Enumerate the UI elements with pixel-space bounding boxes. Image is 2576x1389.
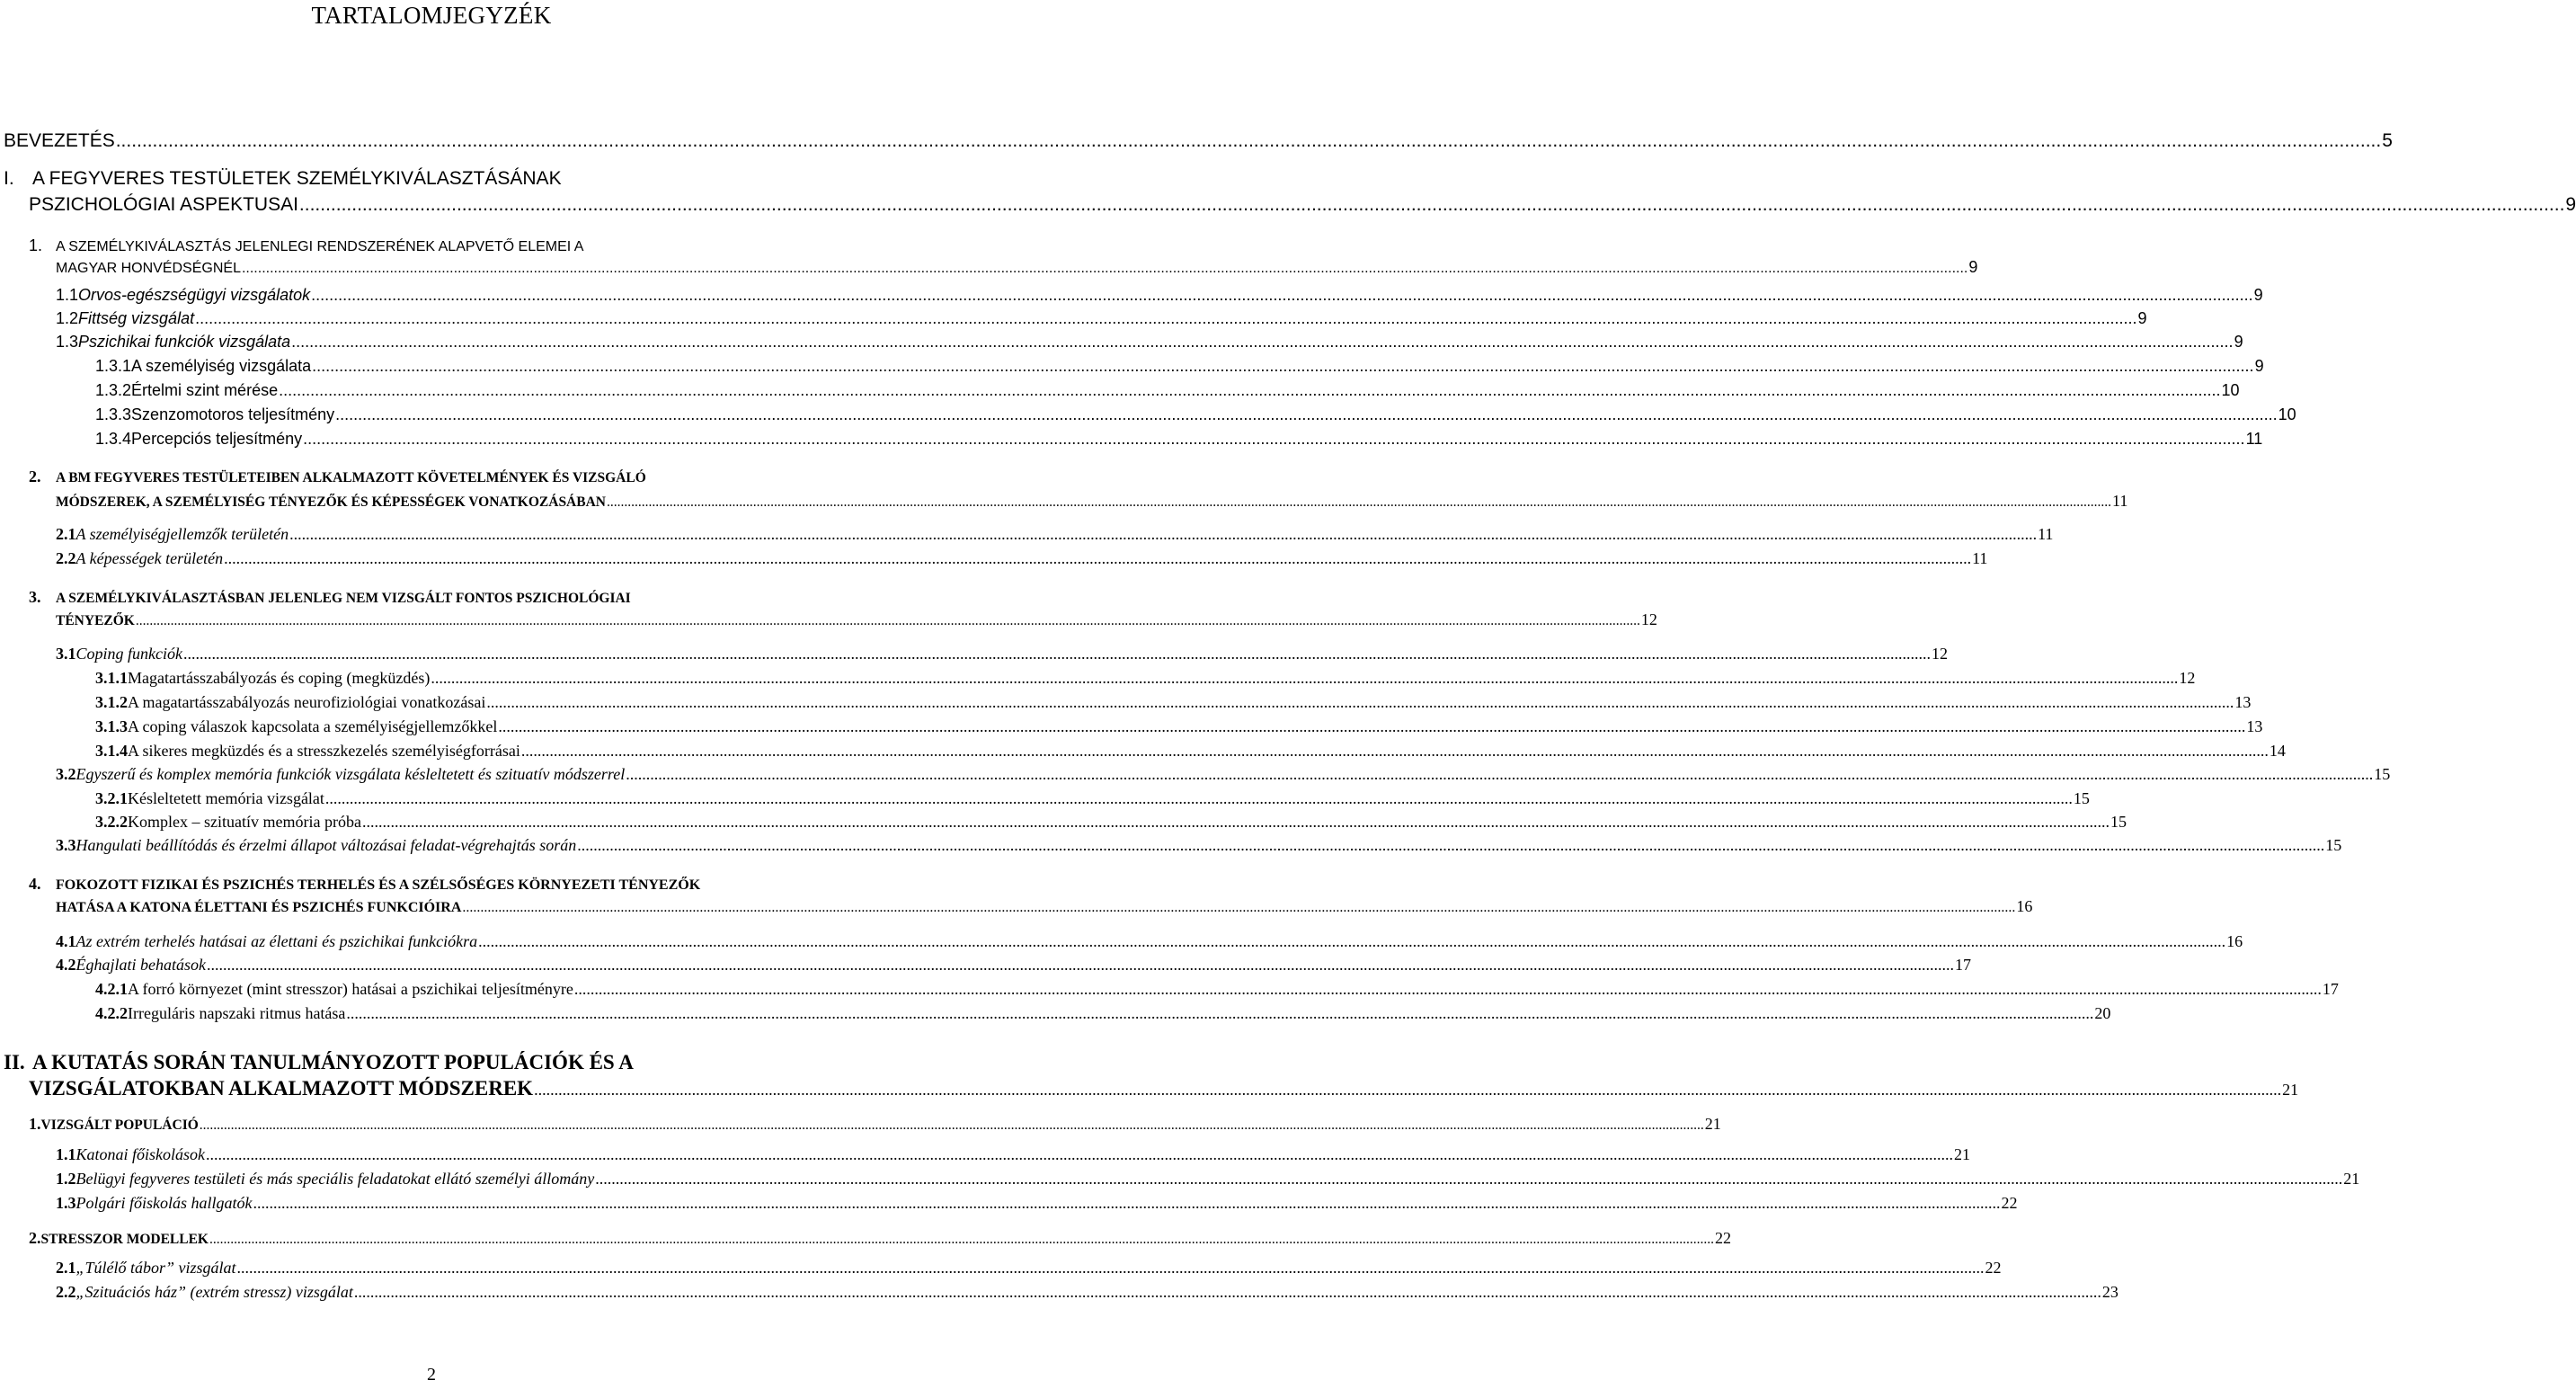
- toc-entry-i-line2[interactable]: [29, 194, 2576, 218]
- toc-entry-s3-2-1[interactable]: [95, 789, 2090, 811]
- toc-entry-s1-3-3[interactable]: [95, 405, 2296, 427]
- toc-leader-dots: [209, 1232, 1714, 1248]
- toc-leader-dots: [574, 980, 2322, 999]
- toc-label: Magatartásszabályozás és coping (megküzdés): [128, 669, 431, 687]
- toc-label: Késleltetett memória vizsgálat: [128, 789, 324, 807]
- toc-number: 1.3.2: [95, 381, 132, 399]
- toc-page-number: 21: [2282, 1081, 2299, 1099]
- toc-page-number: 12: [2179, 669, 2196, 687]
- toc-entry-s3-2-2[interactable]: [95, 813, 2127, 834]
- toc-page-number: 10: [2221, 381, 2240, 399]
- toc-entry-s1-3-2[interactable]: [95, 381, 2240, 403]
- toc-leader-dots: [291, 333, 2233, 352]
- toc-leader-dots: [607, 494, 2111, 511]
- toc-leader-dots: [312, 357, 2253, 376]
- toc-page-number: 22: [1985, 1259, 2002, 1277]
- toc-label: Szenzomotoros teljesítmény: [131, 405, 335, 423]
- toc-label: HATÁSA A KATONA ÉLETTANI ÉS PSZICHÉS FUNKCIÓIRA: [56, 900, 462, 915]
- toc-number: 3.1.4: [95, 742, 128, 760]
- toc-entry-s4-line1[interactable]: [29, 872, 700, 895]
- toc-label: VIZSGÁLATOKBAN ALKALMAZOTT MÓDSZEREK: [29, 1077, 534, 1100]
- toc-entry-s1-3-4[interactable]: [95, 430, 2263, 451]
- toc-page-number: 22: [2001, 1194, 2018, 1212]
- toc-number: 1.2: [56, 1170, 76, 1188]
- toc-page-number: 14: [2269, 742, 2286, 760]
- toc-leader-dots: [577, 836, 2324, 855]
- toc-leader-dots: [346, 1004, 2093, 1023]
- toc-label: Orvos-egészségügyi vizsgálatok: [78, 286, 311, 304]
- toc-number: 3.2.1: [95, 789, 128, 807]
- toc-number: 3.1.1: [95, 669, 128, 687]
- toc-number: 4.2.1: [95, 980, 128, 998]
- toc-number: 4.2.2: [95, 1004, 128, 1022]
- toc-entry-s1-1[interactable]: [56, 286, 2263, 307]
- toc-label: Egyszerű és komplex memória funkciók vizsgálata késleltetett és szituatív módszerrel: [76, 765, 626, 783]
- toc-entry-bevezetes[interactable]: [4, 130, 2393, 154]
- toc-entry-s4-2-2[interactable]: [95, 1004, 2111, 1026]
- toc-label: Irreguláris napszaki ritmus hatása: [128, 1004, 346, 1022]
- toc-entry-s3-1-2[interactable]: [95, 693, 2252, 715]
- toc-entry-s3-1-1[interactable]: [95, 669, 2196, 690]
- toc-page-number: 20: [2094, 1004, 2111, 1022]
- toc-number: 1.1: [56, 286, 79, 304]
- toc-entry-s2-line2[interactable]: [56, 492, 2128, 513]
- toc-label: A képességek területén: [76, 549, 224, 567]
- toc-number: I.: [4, 168, 14, 189]
- toc-page-number: 11: [2111, 492, 2128, 510]
- toc-number: 2.: [29, 467, 41, 485]
- toc-leader-dots: [354, 1283, 2101, 1302]
- toc-number: 1.3: [56, 1194, 76, 1212]
- toc-leader-dots: [195, 309, 2136, 328]
- toc-entry-ii-1-1[interactable]: [56, 1145, 1970, 1167]
- toc-number: 3.1: [56, 645, 76, 663]
- toc-page-number: 9: [2234, 333, 2243, 351]
- toc-number: II.: [4, 1051, 25, 1073]
- toc-number: 3.1.3: [95, 717, 128, 735]
- toc-leader-dots: [534, 1081, 2281, 1100]
- toc-page-number: 12: [1931, 645, 1948, 663]
- toc-page-number: 10: [2278, 405, 2296, 423]
- toc-page-number: 9: [2253, 286, 2263, 304]
- toc-label: TÉNYEZŐK: [56, 613, 135, 628]
- toc-entry-s2-2[interactable]: [56, 549, 1988, 571]
- toc-label: A SZEMÉLYKIVÁLASZTÁS JELENLEGI RENDSZERÉNEK ALAPVETŐ ELEMEI A: [56, 239, 584, 254]
- toc-page-number: 9: [1968, 258, 1978, 276]
- toc-entry-s1-2[interactable]: [56, 309, 2147, 331]
- toc-entry-s2-line1[interactable]: [29, 466, 646, 487]
- toc-label: A coping válaszok kapcsolata a személyiségjellemzőkkel: [128, 717, 498, 735]
- toc-label: Polgári főiskolás hallgatók: [76, 1194, 253, 1212]
- toc-page-number: 22: [1714, 1229, 1731, 1247]
- toc-page-number: 11: [2245, 430, 2263, 448]
- toc-page-number: 13: [2234, 693, 2252, 711]
- toc-leader-dots: [521, 742, 2269, 761]
- toc-label: A forró környezet (mint stresszor) hatásai a pszichikai teljesítményre: [128, 980, 573, 998]
- toc-label: „Szituációs ház” (extrém stressz) vizsgálat: [76, 1283, 353, 1301]
- toc-leader-dots: [626, 765, 2373, 784]
- toc-entry-s1-3-1[interactable]: [95, 357, 2264, 378]
- toc-number: 3.2: [56, 765, 76, 783]
- toc-label: Az extrém terhelés hatásai az élettani és pszichikai funkciókra: [76, 932, 478, 950]
- toc-entry-s3-1-3[interactable]: [95, 717, 2263, 739]
- toc-entry-ii-1-2[interactable]: [56, 1170, 2360, 1191]
- toc-entry-s3-line2[interactable]: [56, 610, 1657, 632]
- toc-page-number: 21: [1704, 1115, 1721, 1133]
- toc-label: STRESSZOR MODELLEK: [40, 1232, 209, 1247]
- toc-number: 3.: [29, 588, 41, 606]
- toc-label: BEVEZETÉS: [4, 130, 115, 151]
- page-number: 2: [427, 1365, 436, 1385]
- toc-number: 1.3.4: [95, 430, 132, 448]
- toc-entry-s3-1[interactable]: [56, 645, 1948, 666]
- toc-page-number: 9: [2137, 309, 2147, 327]
- toc-page-number: 9: [2254, 357, 2264, 375]
- toc-label: Fittség vizsgálat: [78, 309, 195, 327]
- toc-entry-ii-2-1[interactable]: [56, 1259, 2002, 1280]
- toc-label: A BM FEGYVERES TESTÜLETEIBEN ALKALMAZOTT KÖVETELMÉNYEK ÉS VIZSGÁLÓ: [56, 470, 646, 485]
- toc-leader-dots: [289, 525, 2037, 544]
- toc-label: VIZSGÁLT POPULÁCIÓ: [40, 1117, 199, 1133]
- toc-label: MAGYAR HONVÉDSÉGNÉL: [56, 261, 241, 276]
- toc-entry-s3-3[interactable]: [56, 836, 2342, 858]
- toc-number: 1.2: [56, 309, 79, 327]
- toc-label: Éghajlati behatások: [76, 956, 206, 974]
- toc-label: Értelmi szint mérése: [131, 381, 279, 399]
- toc-page-number: 21: [2343, 1170, 2360, 1188]
- toc-leader-dots: [498, 717, 2245, 736]
- toc-label: „Túlélő tábor” vizsgálat: [76, 1259, 236, 1277]
- toc-leader-dots: [478, 932, 2225, 951]
- toc-leader-dots: [486, 693, 2234, 712]
- toc-leader-dots: [224, 549, 1971, 568]
- toc-number: 1.1: [56, 1145, 76, 1163]
- toc-entry-s4-2-1[interactable]: [95, 980, 2339, 1002]
- toc-entry-s4-2[interactable]: [56, 956, 1971, 977]
- toc-label: A sikeres megküzdés és a stresszkezelés személyiségforrásai: [128, 742, 520, 760]
- toc-leader-dots: [335, 405, 2277, 424]
- toc-leader-dots: [595, 1170, 2342, 1189]
- toc-number: 1.3: [56, 333, 79, 351]
- toc-page-number: 21: [1954, 1145, 1970, 1163]
- toc-page-number: 9: [2565, 194, 2576, 215]
- toc-label: Belügyi fegyveres testületi és más speciális feladatokat ellátó személyi állomány: [76, 1170, 595, 1188]
- toc-label: Komplex – szituatív memória próba: [128, 813, 361, 831]
- toc-page-number: 13: [2246, 717, 2263, 735]
- toc-leader-dots: [303, 430, 2244, 449]
- toc-label: Coping funkciók: [76, 645, 182, 663]
- toc-entry-ii-line1[interactable]: [4, 1049, 634, 1076]
- toc-entry-s4-line2[interactable]: [56, 897, 2033, 921]
- toc-label: FOKOZOTT FIZIKAI ÉS PSZICHÉS TERHELÉS ÉS A SZÉLSŐSÉGES KÖRNYEZETI TÉNYEZŐK: [56, 877, 701, 893]
- toc-leader-dots: [207, 956, 1954, 975]
- toc-page-number: 15: [2073, 789, 2090, 807]
- toc-leader-dots: [279, 381, 2220, 400]
- toc-leader-dots: [183, 645, 1931, 663]
- toc-leader-dots: [242, 261, 1968, 277]
- toc-entry-ii-1[interactable]: [29, 1115, 1721, 1136]
- toc-label: MÓDSZEREK, A SZEMÉLYISÉG TÉNYEZŐK ÉS KÉPESSÉGEK VONATKOZÁSÁBAN: [56, 494, 606, 510]
- toc-label: A személyiségjellemzők területén: [76, 525, 289, 543]
- toc-page-number: 12: [1640, 610, 1657, 628]
- toc-page-number: 15: [2110, 813, 2127, 831]
- toc-page-number: 15: [2374, 765, 2391, 783]
- toc-entry-s1-line1[interactable]: [29, 236, 583, 255]
- toc-page-number: 23: [2101, 1283, 2119, 1301]
- toc-label: Katonai főiskolások: [76, 1145, 205, 1163]
- toc-page-number: 15: [2325, 836, 2342, 854]
- toc-page-number: 16: [2226, 932, 2243, 950]
- toc-leader-dots: [237, 1259, 1985, 1278]
- toc-page-number: 17: [1954, 956, 1971, 974]
- toc-entry-s2-1[interactable]: [56, 525, 2054, 547]
- toc-number: 2.1: [56, 1259, 76, 1277]
- toc-number: 3.2.2: [95, 813, 128, 831]
- toc-page-number: 5: [2382, 130, 2393, 151]
- toc-leader-dots: [200, 1117, 1704, 1134]
- toc-entry-ii-line2[interactable]: [29, 1077, 2299, 1104]
- toc-entry-s3-2[interactable]: [56, 765, 2391, 787]
- toc-number: 4.1: [56, 932, 76, 950]
- toc-entry-i-line1[interactable]: [4, 167, 562, 191]
- toc-entry-s1-3[interactable]: [56, 333, 2243, 354]
- toc-entry-ii-2[interactable]: [29, 1229, 1731, 1251]
- page-title: TARTALOMJEGYZÉK: [311, 2, 552, 29]
- toc-leader-dots: [462, 900, 2015, 916]
- toc-page-number: 17: [2322, 980, 2339, 998]
- toc-entry-s3-1-4[interactable]: [95, 742, 2286, 763]
- toc-label: A KUTATÁS SORÁN TANULMÁNYOZOTT POPULÁCIÓK ÉS A: [32, 1051, 634, 1073]
- toc-number: 1.: [29, 1115, 41, 1133]
- toc-number: 1.3.1: [95, 357, 132, 375]
- toc-number: 1.3.3: [95, 405, 132, 423]
- toc-leader-dots: [206, 1145, 1953, 1164]
- toc-leader-dots: [325, 789, 2073, 808]
- toc-label: A személyiség vizsgálata: [131, 357, 312, 375]
- toc-entry-s4-1[interactable]: [56, 932, 2243, 954]
- toc-label: Percepciós teljesítmény: [131, 430, 303, 448]
- toc-page-number: 16: [2016, 897, 2033, 915]
- toc-number: 4.2: [56, 956, 76, 974]
- toc-label: A SZEMÉLYKIVÁLASZTÁSBAN JELENLEG NEM VIZSGÁLT FONTOS PSZICHOLÓGIAI: [56, 591, 631, 606]
- toc-number: 2.1: [56, 525, 76, 543]
- toc-page-number: 11: [2038, 525, 2054, 543]
- toc-entry-s1-line2[interactable]: [56, 258, 1978, 278]
- toc-number: 3.3: [56, 836, 76, 854]
- toc-entry-ii-2-2[interactable]: [56, 1283, 2119, 1304]
- toc-number: 2.2: [56, 1283, 76, 1301]
- toc-page-number: 11: [1972, 549, 1988, 567]
- toc-number: 4.: [29, 875, 41, 893]
- toc-entry-s3-line1[interactable]: [29, 586, 631, 608]
- toc-leader-dots: [116, 130, 2382, 152]
- toc-leader-dots: [311, 286, 2252, 305]
- toc-label: Pszichikai funkciók vizsgálata: [78, 333, 291, 351]
- toc-leader-dots: [136, 613, 1640, 629]
- toc-entry-ii-1-3[interactable]: [56, 1194, 2018, 1215]
- toc-number: 3.1.2: [95, 693, 128, 711]
- toc-label: Hangulati beállítódás és érzelmi állapot változásai feladat-végrehajtás során: [76, 836, 577, 854]
- toc-number: 2.: [29, 1229, 41, 1247]
- toc-number: 2.2: [56, 549, 76, 567]
- toc-leader-dots: [362, 813, 2110, 832]
- toc-label: PSZICHOLÓGIAI ASPEKTUSAI: [29, 194, 298, 215]
- toc-leader-dots: [253, 1194, 2001, 1213]
- toc-label: A FEGYVERES TESTÜLETEK SZEMÉLYKIVÁLASZTÁSÁNAK: [32, 168, 562, 189]
- toc-label: A magatartásszabályozás neurofiziológiai vonatkozásai: [128, 693, 486, 711]
- toc-number: 1.: [29, 236, 43, 254]
- toc-leader-dots: [299, 194, 2565, 216]
- toc-leader-dots: [431, 669, 2178, 688]
